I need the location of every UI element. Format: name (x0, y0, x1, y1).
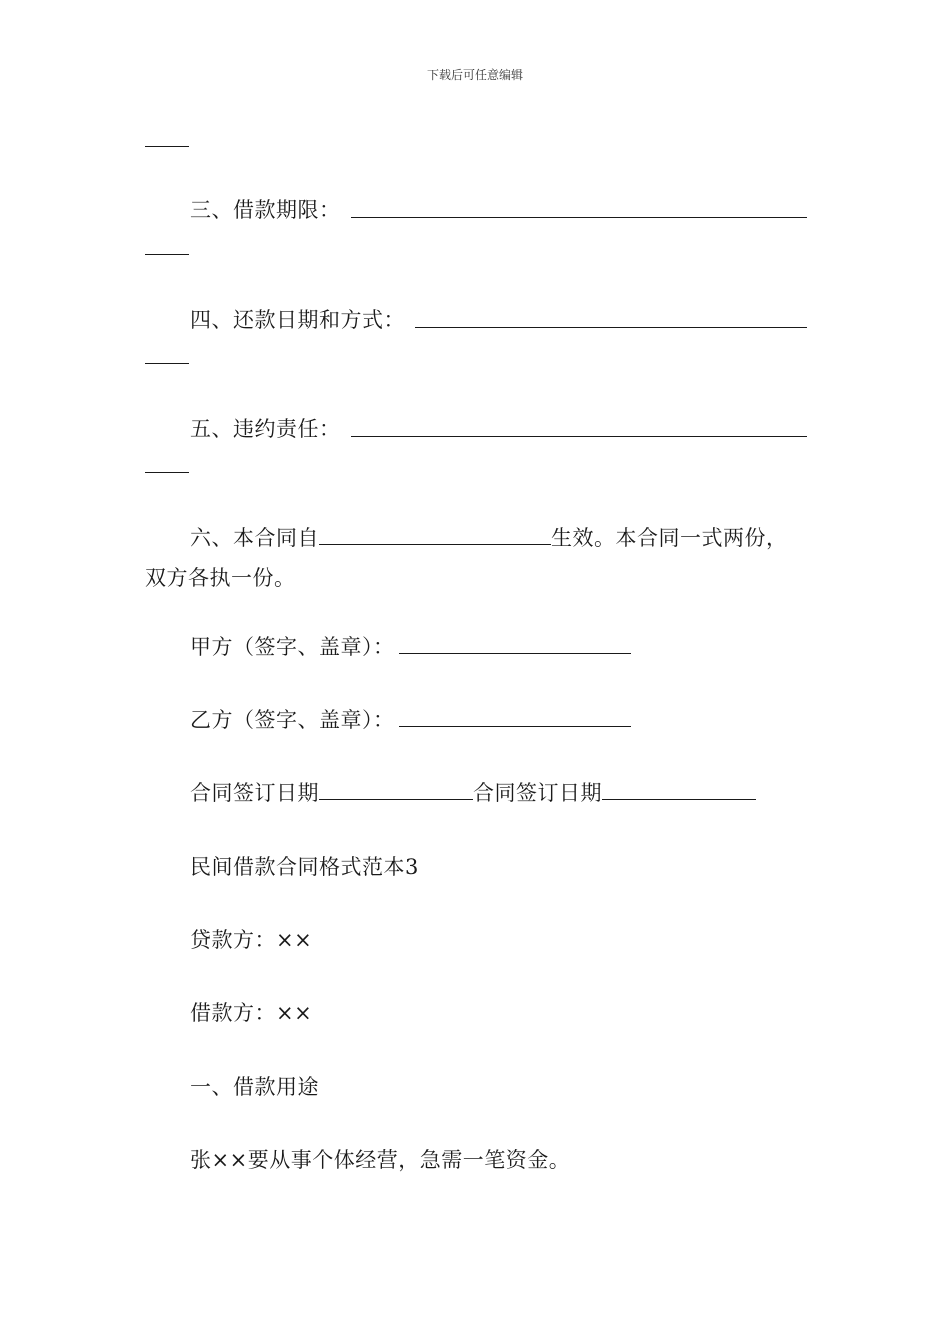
party-b-signature (190, 706, 631, 734)
signing-date-label-2: 合同签订日期 (473, 781, 602, 805)
page-header: 下载后可任意编辑 (426, 68, 523, 82)
clause-repayment-label: 四、还款日期和方式： (190, 308, 405, 332)
clause-breach-label: 五、违约责任： (190, 417, 341, 441)
clause-effect-part1: 六、本合同自 (190, 526, 319, 550)
signing-date-blank-1 (319, 779, 473, 800)
signing-date-blank-2 (602, 779, 756, 800)
clause-repayment-blank-cont (145, 363, 189, 364)
clause-breach-blank (351, 436, 807, 437)
sample3-title: 民间借款合同格式范本3 (190, 855, 419, 879)
party-a-label: 甲方（签字、盖章）： (190, 635, 395, 659)
continuation-blank (145, 146, 189, 147)
clause-repayment-blank (415, 327, 807, 328)
party-a-blank (399, 633, 631, 654)
section1-body: 张××要从事个体经营，急需一笔资金。 (190, 1148, 571, 1172)
clause-term-blank-cont (145, 254, 189, 255)
effective-date-blank (319, 524, 551, 545)
clause-repayment (190, 306, 405, 334)
clause-effect (190, 524, 788, 552)
clause-term-blank (351, 217, 807, 218)
clause-term (190, 196, 341, 224)
borrower-line: 借款方：×× (190, 1001, 313, 1025)
clause-breach-blank-cont (145, 472, 189, 473)
section1-title: 一、借款用途 (190, 1075, 319, 1099)
signing-date-label-1: 合同签订日期 (190, 781, 319, 805)
party-b-label: 乙方（签字、盖章）： (190, 708, 395, 732)
party-b-blank (399, 706, 631, 727)
party-a-signature (190, 633, 631, 661)
clause-effect-part2: 生效。本合同一式两份， (551, 526, 788, 550)
clause-term-label: 三、借款期限： (190, 198, 341, 222)
lender-line: 贷款方：×× (190, 928, 313, 952)
clause-effect-line2: 双方各执一份。 (145, 566, 296, 590)
signing-dates (190, 779, 756, 807)
clause-breach (190, 415, 341, 443)
